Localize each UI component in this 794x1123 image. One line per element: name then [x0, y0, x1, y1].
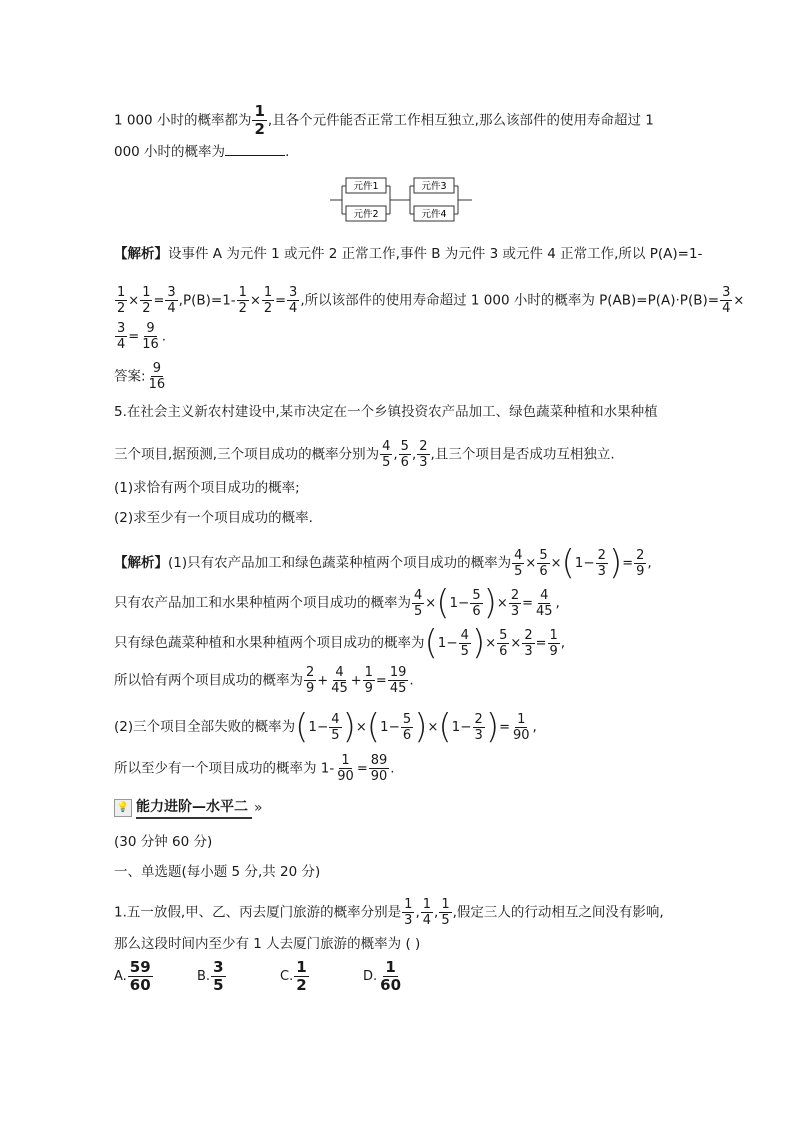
fraction: $\frac{2}{3}$: [524, 627, 533, 659]
fraction: $\frac{4}{5}$: [460, 627, 469, 659]
element-4-label: 元件4: [421, 209, 447, 220]
fraction: $\frac{4}{45}$: [331, 665, 348, 696]
fraction: $\frac{1}{9}$: [549, 627, 558, 659]
analysis5-line-2: 只有农产品加工和水果种植两个项目成功的概率为 $\frac{4}{5}$ ×(1− $\frac{5}{6}$ )× $\frac{2}{3}$ = $\frac{4}{45}$ ,: [114, 583, 560, 623]
q4-line-1: [114, 104, 654, 137]
fraction: $\frac{2}{9}$: [636, 547, 645, 579]
analysis4-line-2: $\frac{1}{2}$ × $\frac{1}{2}$ = $\frac{3}{4}$ ,P(B)=1- $\frac{1}{2}$ × $\frac{1}{2}$ = $\frac{3}{4}$ ,所以该部件的使用寿命超过 1 000 小时的概率为 P(AB)=P(A)·P(B)= $\frac{3}{4}$ ×: [117, 285, 745, 316]
fraction: $\frac{2}{3}$: [419, 439, 428, 470]
analysis4-line-3: $\frac{3}{4}$ = $\frac{9}{16}$ .: [117, 321, 167, 352]
fraction: $\frac{1}{2}$: [263, 285, 273, 316]
fraction: $\frac{1}{5}$: [441, 897, 450, 928]
fraction: $\frac{9}{16}$: [148, 361, 166, 392]
text: 5.在社会主义新农村建设中,某市决定在一个乡镇投资农产品加工、绿色蔬菜种植和水果种植: [114, 404, 658, 420]
answer-label: 答案:: [114, 368, 146, 385]
option-c[interactable]: C. $\frac{1}{2}$: [280, 958, 307, 994]
fraction: $\frac{1}{9}$: [364, 665, 373, 696]
circuit-diagram: [330, 174, 475, 226]
fraction: $\frac{1}{2}$: [238, 285, 247, 316]
fraction: $\frac{3}{4}$: [117, 321, 126, 352]
analysis5-line-6: 所以至少有一个项目成功的概率为 1- $\frac{1}{90}$ = $\frac{89}{90}$ .: [114, 753, 395, 784]
fraction: $\frac{1}{3}$: [404, 897, 413, 928]
analysis4-line-1: [114, 244, 702, 264]
fraction: $\frac{1}{2}$: [117, 285, 126, 316]
fraction: $\frac{1}{2}$: [142, 285, 151, 316]
analysis5-line-5: (2)三个项目全部失败的概率为(1− $\frac{4}{5}$ )×(1− $\frac{5}{6}$ )×(1− $\frac{2}{3}$ )= $\frac{1}{90}$ ,: [114, 707, 537, 747]
option-d[interactable]: D. $\frac{1}{60}$: [363, 958, 402, 994]
section-header: [114, 796, 263, 819]
fraction: $\frac{4}{5}$: [331, 711, 340, 743]
fraction: $\frac{1}{2}$: [254, 102, 265, 138]
q4-line-2: 000 小时的概率为 .: [114, 144, 290, 160]
analysis5-line-4: 所以恰有两个项目成功的概率为 $\frac{2}{9}$ + $\frac{4}{45}$ + $\frac{1}{9}$ = $\frac{19}{45}$ .: [114, 665, 414, 696]
option-a[interactable]: A. $\frac{59}{60}$: [114, 958, 151, 994]
fraction: $\frac{2}{3}$: [510, 587, 520, 619]
analysis5-line-3: 只有绿色蔬菜种植和水果种植两个项目成功的概率为(1− $\frac{4}{5}$ )× $\frac{5}{6}$ × $\frac{2}{3}$ = $\frac{1}{9}$ ,: [114, 623, 566, 663]
fraction: $\frac{4}{5}$: [414, 587, 423, 619]
text: 设事件 A 为元件 1 或元件 2 正常工作,事件 B 为元件 3 或元件 4 正常工作,所以 P(A)=1-: [168, 246, 703, 262]
q1-line-1: 1.五一放假,甲、乙、丙去厦门旅游的概率分别是 $\frac{1}{3}$ , $\frac{1}{4}$ , $\frac{1}{5}$ ,假定三人的行动相互之间没有影响,: [114, 897, 664, 928]
element-3-label: 元件3: [421, 181, 447, 192]
element-1-label: 元件1: [353, 181, 379, 192]
analysis5-line-1: 【解析】(1)只有农产品加工和绿色蔬菜种植两个项目成功的概率为 $\frac{4}{5}$ × $\frac{5}{6}$ ×(1− $\frac{2}{3}$ )= $\frac{2}{9}$ ,: [114, 543, 652, 583]
fraction: $\frac{5}{6}$: [472, 587, 481, 619]
fraction: $\frac{2}{3}$: [474, 711, 483, 743]
fraction: $\frac{3}{4}$: [722, 285, 731, 316]
q5-line-2: 三个项目,据预测,三个项目成功的概率分别为 $\frac{4}{5}$ , $\frac{5}{6}$ , $\frac{2}{3}$ ,且三个项目是否成功互相独立.: [114, 439, 615, 470]
fraction: $\frac{19}{45}$: [389, 665, 407, 696]
fraction: $\frac{1}{90}$: [513, 711, 530, 743]
element-2-label: 元件2: [353, 209, 379, 220]
text: ,且各个元件能否正常工作相互独立,那么该部件的使用寿命超过 1: [267, 112, 654, 129]
option-b[interactable]: B. $\frac{3}{5}$: [197, 958, 224, 994]
analysis-tag: 【解析】: [114, 555, 168, 571]
lightbulb-icon: 💡: [114, 799, 132, 817]
answer-blank: [225, 143, 285, 156]
text: 000 小时的概率为: [114, 144, 226, 160]
answer-line: [114, 362, 168, 391]
text: 1 000 小时的概率都为: [114, 112, 252, 129]
fraction: $\frac{1}{90}$: [337, 753, 354, 784]
section-time: (30 分钟 60 分): [114, 834, 213, 850]
q5-sub-2: (2)求至少有一个项目成功的概率.: [114, 510, 313, 526]
section-part: 一、单选题(每小题 5 分,共 20 分): [114, 864, 321, 880]
fraction: $\frac{5}{6}$: [400, 439, 409, 470]
fraction: $\frac{2}{9}$: [306, 665, 315, 696]
fraction: $\frac{89}{90}$: [370, 753, 388, 784]
q1-line-2: 那么这段时间内至少有 1 人去厦门旅游的概率为 ( ): [114, 936, 421, 952]
chevron-right-icon: »: [254, 799, 263, 816]
fraction: $\frac{5}{6}$: [539, 547, 548, 579]
fraction: $\frac{9}{16}$: [142, 321, 159, 352]
fraction: $\frac{1}{4}$: [422, 897, 432, 928]
fraction: $\frac{4}{45}$: [536, 587, 553, 619]
fraction: $\frac{3}{4}$: [167, 285, 176, 316]
q5-sub-1: (1)求恰有两个项目成功的概率;: [114, 480, 300, 496]
fraction: $\frac{2}{3}$: [597, 547, 606, 579]
fraction: $\frac{4}{5}$: [382, 439, 391, 470]
analysis-tag: 【解析】: [114, 246, 168, 262]
q5-line-1: [114, 402, 658, 422]
fraction: $\frac{4}{5}$: [514, 547, 523, 579]
fraction: $\frac{5}{6}$: [499, 627, 508, 659]
fraction: $\frac{3}{4}$: [289, 285, 298, 316]
section-title: 能力进阶—水平二: [136, 796, 252, 819]
fraction: $\frac{5}{6}$: [402, 711, 412, 743]
